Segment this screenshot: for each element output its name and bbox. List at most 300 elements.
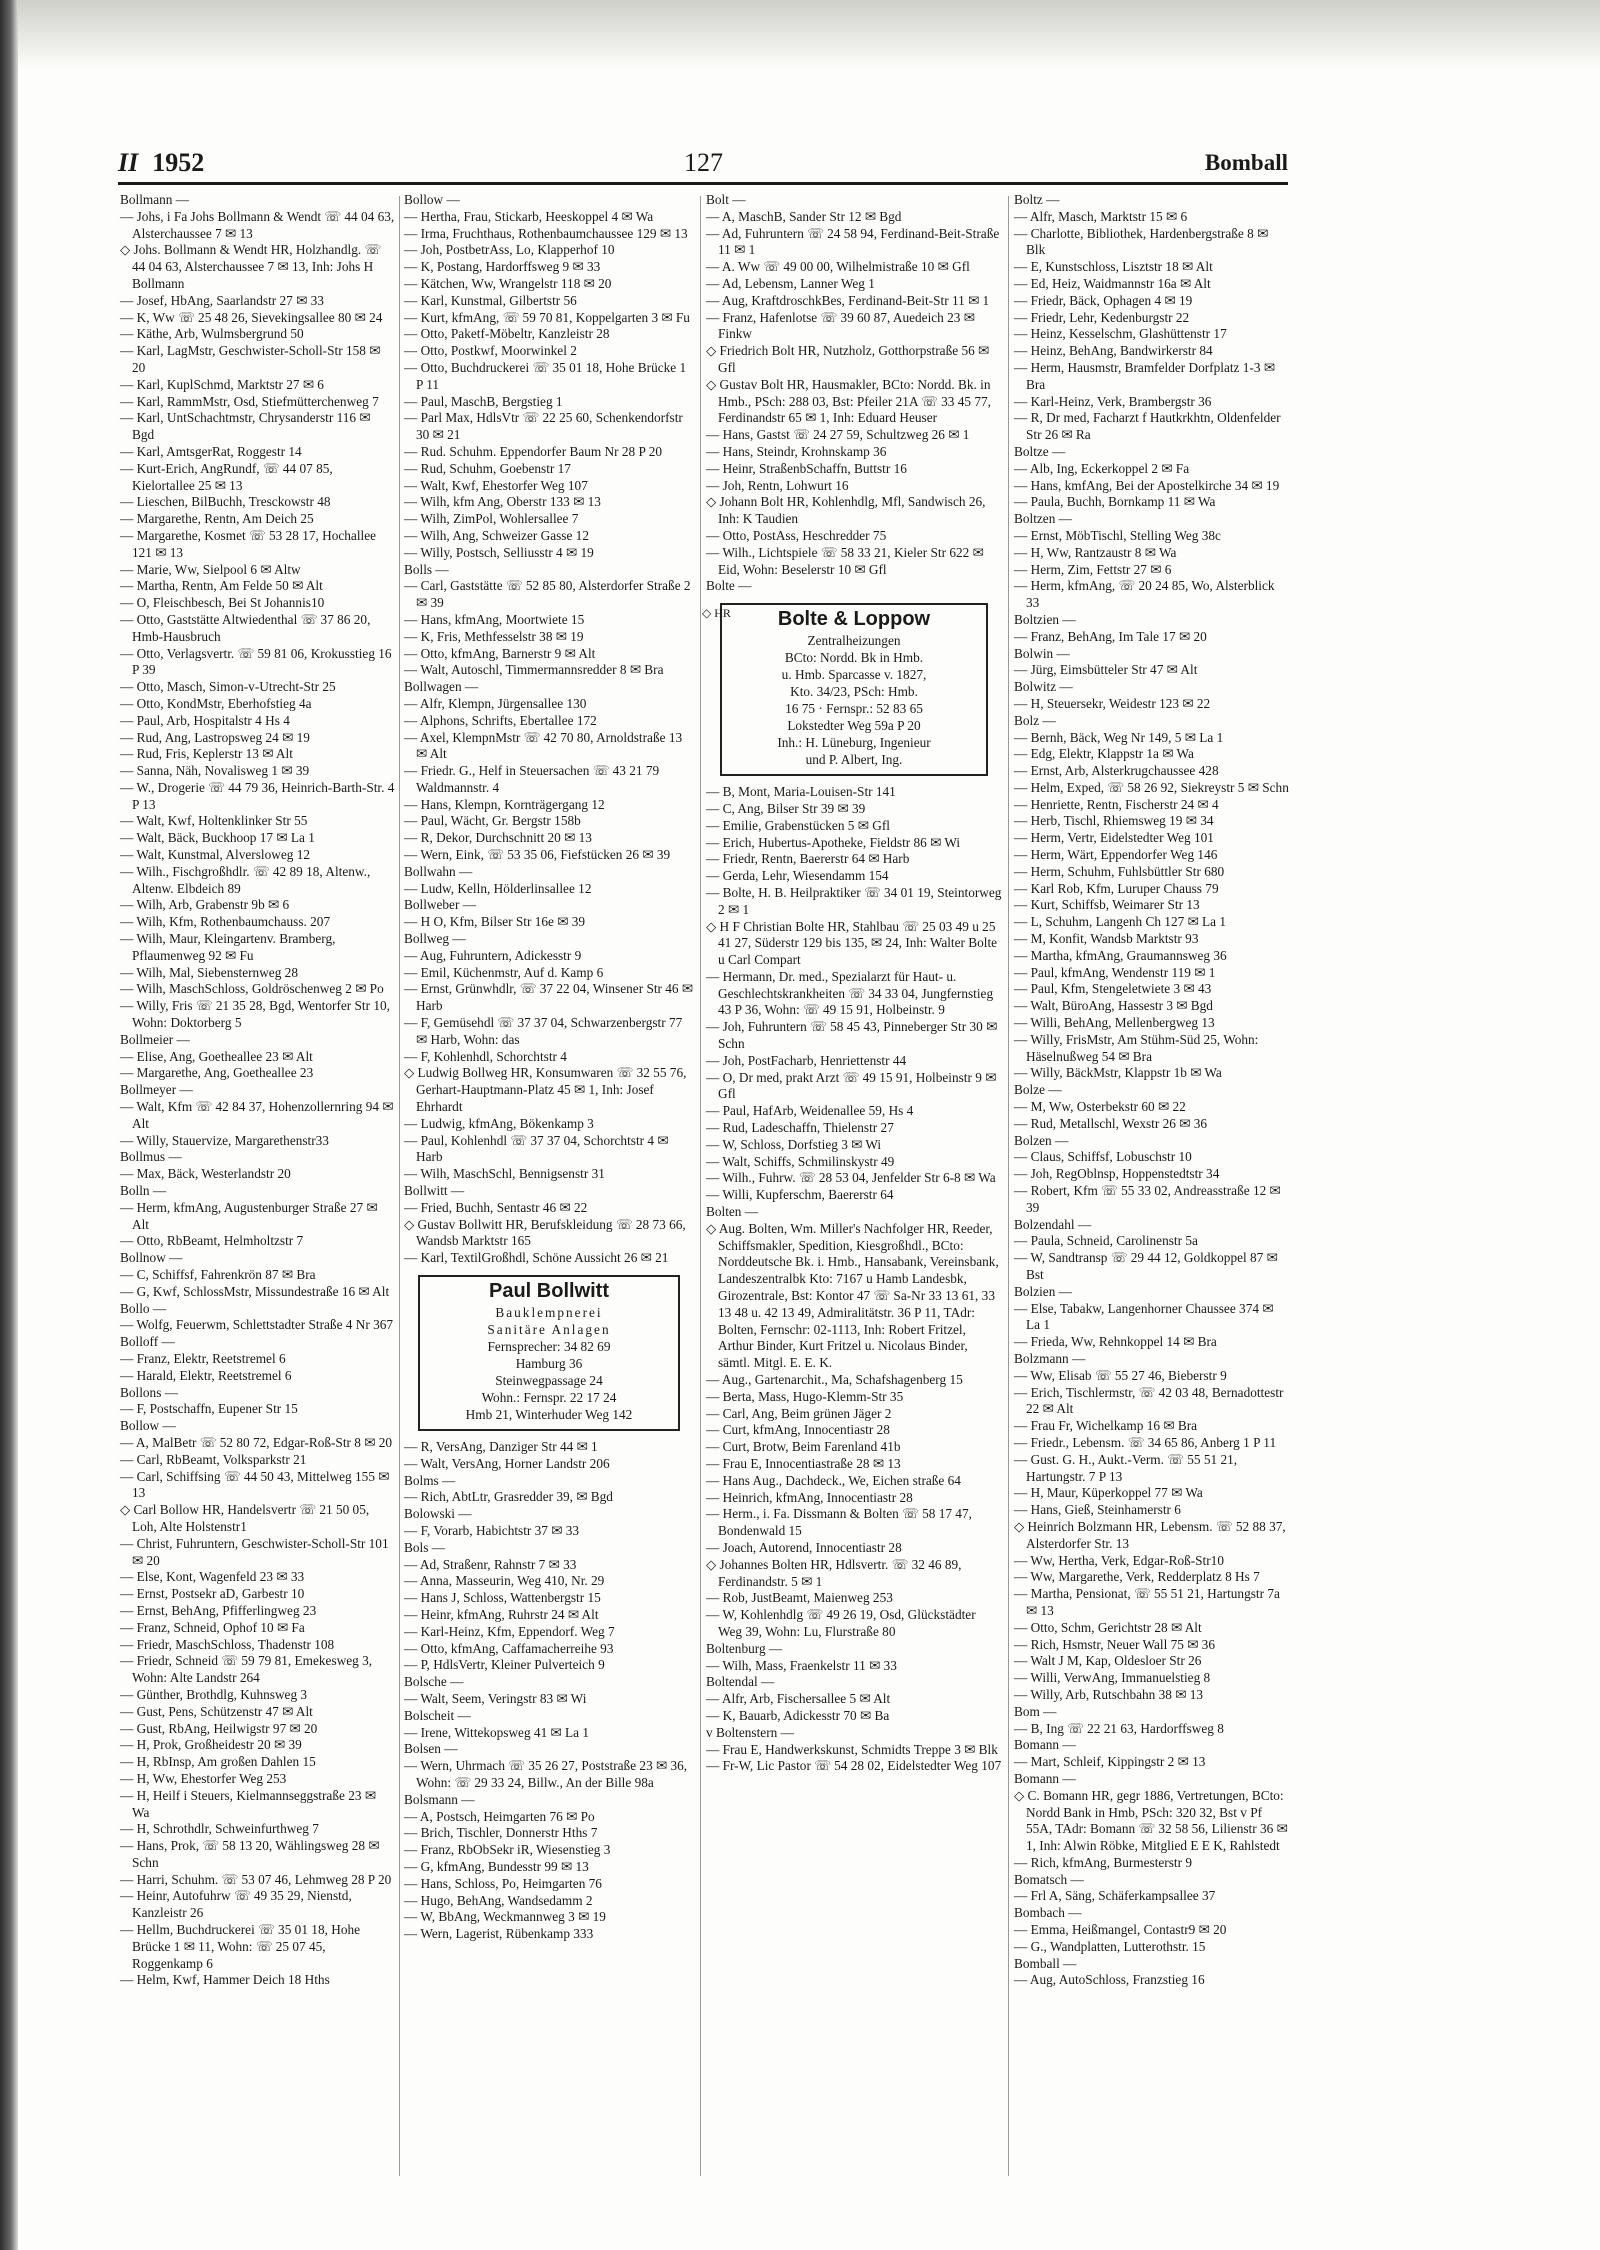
directory-entry: — Paula, Buchh, Bornkamp 11 ✉ Wa: [1014, 494, 1216, 510]
directory-entry: — B, Ing ☏ 22 21 63, Hardorffsweg 8: [1014, 1720, 1224, 1736]
directory-entry: — R, Dekor, Durchschnitt 20 ✉ 13: [404, 830, 592, 846]
surname-heading: Bollons —: [120, 1384, 178, 1400]
surname-heading: Bolsmann —: [404, 1791, 475, 1807]
directory-entry: — L, Schuhm, Langenh Ch 127 ✉ La 1: [1014, 914, 1227, 930]
directory-entry: — Fr-W, Lic Pastor ☏ 54 28 02, Eidelstedter Weg 107: [706, 1758, 1002, 1774]
directory-entry: — A. Ww ☏ 49 00 00, Wilhelmistraße 10 ✉ Gfl: [706, 259, 970, 275]
directory-entry: — H, Maur, Küperkoppel 77 ✉ Wa: [1014, 1485, 1203, 1501]
running-head: Bomball: [1204, 150, 1288, 175]
directory-entry: — Hans, Gastst ☏ 24 27 59, Schultzweg 26 ✉ 1: [706, 427, 970, 443]
directory-entry: — G, kfmAng, Bundesstr 99 ✉ 13: [404, 1858, 589, 1874]
directory-entry: — A, Postsch, Heimgarten 76 ✉ Po: [404, 1808, 595, 1824]
directory-entry: — Hellm, Buchdruckerei ☏ 35 01 18, Hohe Brücke 1 ✉ 11, Wohn: ☏ 25 07 45, Roggenkamp 6: [120, 1922, 361, 1971]
directory-entry: — F, Vorarb, Habichtstr 37 ✉ 33: [404, 1522, 580, 1538]
surname-heading: Bombach —: [1014, 1905, 1082, 1921]
advert-line: BCto: Nordd. Bk in Hmb.: [784, 650, 924, 666]
surname-heading: Bollwahn —: [404, 863, 473, 879]
directory-column-3: [702, 192, 1002, 2182]
directory-entry: — Wilh., Fuhrw. ☏ 28 53 04, Jenfelder Str 6-8 ✉ Wa: [706, 1170, 996, 1186]
directory-entry: — Rud, Fris, Keplerstr 13 ✉ Alt: [120, 746, 293, 762]
page-top-shadow: [18, 0, 1600, 70]
directory-entry: — Karl, Kunstmal, Gilbertstr 56: [404, 292, 577, 308]
directory-entry: — O, Fleischbesch, Bei St Johannis10: [120, 595, 325, 611]
directory-entry: — Helm, Kwf, Hammer Deich 18 Hths: [120, 1972, 330, 1988]
directory-entry: — Alfr, Arb, Fischersallee 5 ✉ Alt: [706, 1691, 891, 1707]
directory-entry: — Paul, Arb, Hospitalstr 4 Hs 4: [120, 712, 290, 728]
advert-line: Wohn.: Fernspr. 22 17 24: [481, 1390, 617, 1405]
directory-entry: — Joh, Fuhruntern ☏ 58 45 43, Pinneberger Str 30 ✉ Schn: [706, 1019, 998, 1052]
advert-line: u. Hmb. Sparcasse v. 1827,: [781, 667, 927, 683]
directory-entry: — Joh, RegOblnsp, Hoppenstedtstr 34: [1014, 1166, 1220, 1182]
directory-entry: — W, BbAng, Weckmannweg 3 ✉ 19: [404, 1909, 606, 1925]
directory-entry: — Joh, PostbetrAss, Lo, Klapperhof 10: [404, 242, 615, 258]
directory-entry: — H, Steuersekr, Weidestr 123 ✉ 22: [1014, 695, 1211, 711]
directory-entry: — Ernst, Postsekr aD, Garbestr 10: [120, 1586, 305, 1602]
directory-entry: — Rud, Metallschl, Wexstr 26 ✉ 36: [1014, 1115, 1208, 1131]
directory-entry: — Frau E, Innocentiastraße 28 ✉ 13: [706, 1456, 901, 1471]
directory-entry: — Margarethe, Rentn, Am Deich 25: [120, 511, 314, 527]
surname-heading: Bolzmann —: [1014, 1350, 1086, 1366]
directory-entry: — Aug, KraftdroschkBes, Ferdinand-Beit-Str 11 ✉ 1: [706, 292, 990, 308]
directory-entry: — Karl, LagMstr, Geschwister-Scholl-Str 158 ✉ 20: [120, 343, 381, 375]
directory-entry: — Karl, AmtsgerRat, Roggestr 14: [120, 443, 302, 459]
directory-entry: — Berta, Mass, Hugo-Klemm-Str 35: [706, 1388, 904, 1404]
directory-entry: — Herm, Vertr, Eidelstedter Weg 101: [1014, 830, 1214, 846]
directory-entry: — Hans, Steindr, Krohnskamp 36: [706, 443, 887, 459]
directory-entry: — Franz, Elektr, Reetstremel 6: [120, 1350, 286, 1366]
advert-line: und P. Albert, Ing.: [805, 752, 903, 768]
directory-entry: — Edg, Elektr, Klappstr 1a ✉ Wa: [1014, 746, 1194, 762]
surname-heading: Bols —: [404, 1539, 446, 1555]
directory-entry: ◇ C. Bomann HR, gegr 1886, Vertretungen, BCto: Nordd Bank in Hmb, PSch: 320 32, Bst v Pf 55A, TAdr: Bomann ☏ 32 58 56, Lilienstr 36 ✉ 1, Inh: Alwin Röbke, Mitglied E E K, Rahlstedt: [1014, 1787, 1288, 1854]
directory-entry: — Paul, Wächt, Gr. Bergstr 158b: [404, 813, 581, 829]
directory-entry: — Herm, Hausmstr, Bramfelder Dorfplatz 1-3 ✉ Bra: [1014, 359, 1275, 392]
surname-heading: v Boltenstern —: [706, 1724, 794, 1740]
directory-entry: — Hugo, BehAng, Wandsedamm 2: [404, 1892, 593, 1908]
advert-line: Zentralheizungen: [807, 633, 901, 649]
surname-heading: Bolloff —: [120, 1334, 175, 1350]
directory-entry: — H, Ww, Rantzaustr 8 ✉ Wa: [1014, 544, 1177, 560]
directory-entry: — Ernst, MöbTischl, Stelling Weg 38c: [1014, 527, 1221, 543]
directory-entry: — Rud, Ang, Lastropsweg 24 ✉ 19: [120, 729, 310, 745]
advert-line: Hamburg 36: [515, 1356, 583, 1371]
directory-entry: — Bolte, H. B. Heilpraktiker ☏ 34 01 19, Steintorweg 2 ✉ 1: [706, 884, 1002, 917]
directory-entry: — Walt, Kwf, Ehestorfer Weg 107: [404, 477, 588, 493]
directory-entry: — H, Schrothdlr, Schweinfurthweg 7: [120, 1821, 319, 1837]
surname-heading: Bolte —: [706, 578, 752, 594]
directory-entry: — Otto, RbBeamt, Helmholtzstr 7: [120, 1233, 304, 1249]
directory-entry: — Hans, Klempn, Kornträgergang 12: [404, 796, 605, 812]
directory-entry: — Kätchen, Ww, Wrangelstr 118 ✉ 20: [404, 275, 612, 291]
header-rule: [118, 182, 1288, 185]
directory-entry: — Carl, Schiffsing ☏ 44 50 43, Mittelweg 155 ✉ 13: [120, 1468, 390, 1501]
surname-heading: Bolms —: [404, 1472, 456, 1488]
directory-entry: — Mart, Schleif, Kippingstr 2 ✉ 13: [1014, 1754, 1206, 1770]
directory-entry: — Henriette, Rentn, Fischerstr 24 ✉ 4: [1014, 796, 1219, 812]
directory-entry: — Johs, i Fa Johs Bollmann & Wendt ☏ 44 04 63, Alsterchaussee 7 ✉ 13: [120, 208, 395, 241]
directory-entry: ◇ Ludwig Bollweg HR, Konsumwaren ☏ 32 55 76, Gerhart-Hauptmann-Platz 45 ✉ 1, Inh: Josef Ehrhardt: [404, 1065, 687, 1115]
directory-entry: — Herm, kfmAng, Augustenburger Straße 27 ✉ Alt: [120, 1199, 378, 1232]
directory-entry: — Ernst, Grünwhdlr, ☏ 37 22 04, Winsener Str 46 ✉ Harb: [404, 981, 694, 1014]
directory-entry: — W, Schloss, Dorfstieg 3 ✉ Wi: [706, 1136, 882, 1152]
directory-entry: — Walt, Kfm ☏ 42 84 37, Hohenzollernring 94 ✉ Alt: [120, 1099, 394, 1131]
directory-entry: — Käthe, Arb, Wulmsbergrund 50: [120, 326, 304, 342]
directory-entry: — Walt, Bäck, Buckhoop 17 ✉ La 1: [120, 830, 315, 846]
directory-entry: — Ww, Hertha, Verk, Edgar-Roß-Str10: [1014, 1552, 1224, 1568]
surname-heading: Bomann —: [1014, 1737, 1076, 1753]
directory-entry: — Jürg, Eimsbütteler Str 47 ✉ Alt: [1014, 662, 1198, 678]
directory-entry: — Franz, Hafenlotse ☏ 39 60 87, Auedeich 23 ✉ Finkw: [706, 309, 975, 342]
directory-entry: — Franz, RbObSekr iR, Wiesenstieg 3: [404, 1842, 611, 1858]
surname-heading: Bolln —: [120, 1183, 167, 1199]
surname-heading: Bollweber —: [404, 897, 477, 913]
directory-entry: — Walt, Schiffs, Schmilinskystr 49: [706, 1153, 895, 1169]
directory-entry: — Friedr. G., Helf in Steuersachen ☏ 43 21 79 Waldmannstr. 4: [404, 763, 660, 795]
directory-entry: — Willy, Arb, Rutschbahn 38 ✉ 13: [1014, 1686, 1203, 1702]
directory-entry: ◇ Johannes Bolten HR, Hdlsvertr. ☏ 32 46 89, Ferdinandstr. 5 ✉ 1: [706, 1556, 962, 1589]
column-divider: [1008, 196, 1009, 2176]
surname-heading: Bolzendahl —: [1014, 1216, 1092, 1232]
directory-entry: — Ernst, Arb, Alsterkrugchaussee 428: [1014, 763, 1219, 779]
directory-entry: ◇ H F Christian Bolte HR, Stahlbau ☏ 25 03 49 u 25 41 27, Süderstr 129 bis 135, ✉ 24, Inh: Walter Bolte u Carl Compart: [706, 918, 998, 968]
directory-entry: — Hans Aug., Dachdeck., We, Eichen straße 64: [706, 1472, 961, 1488]
directory-entry: — Paul, Kohlenhdl ☏ 37 37 04, Schorchtstr 4 ✉ Harb: [404, 1132, 669, 1165]
directory-entry: — Aug, Fuhruntern, Adickesstr 9: [404, 947, 582, 963]
advert-bollwitt: [418, 1275, 680, 1431]
surname-heading: Bolzen —: [1014, 1132, 1069, 1148]
directory-entry: — Karl, TextilGroßhdl, Schöne Aussicht 26 ✉ 21: [404, 1250, 669, 1266]
directory-entry: — Frieda, Ww, Rehnkoppel 14 ✉ Bra: [1014, 1334, 1217, 1350]
directory-entry: — Rob, JustBeamt, Maienweg 253: [706, 1590, 893, 1606]
directory-entry: — Ww, Margarethe, Verk, Redderplatz 8 Hs 7: [1014, 1569, 1260, 1585]
directory-entry: — H, Prok, Großheidestr 20 ✉ 39: [120, 1737, 302, 1753]
directory-entry: — F, Postschaffn, Eupener Str 15: [120, 1401, 298, 1417]
directory-entry: — Rich, Hsmstr, Neuer Wall 75 ✉ 36: [1014, 1636, 1215, 1652]
directory-entry: — Wilh, Kfm, Rothenbaumchauss. 207: [120, 914, 331, 930]
directory-column-1: [120, 192, 395, 2182]
surname-heading: Bolwin —: [1014, 645, 1070, 661]
directory-entry: — Robert, Kfm ☏ 55 33 02, Andreasstraße 12 ✉ 39: [1014, 1183, 1281, 1215]
directory-entry: — Karl Rob, Kfm, Luruper Chauss 79: [1014, 880, 1219, 896]
surname-heading: Bolze —: [1014, 1082, 1062, 1098]
directory-entry: — Walt, Kunstmal, Alversloweg 12: [120, 847, 310, 863]
directory-entry: — H, Heilf i Steuers, Kielmannseggstraße 23 ✉ Wa: [120, 1787, 376, 1820]
directory-entry: — Otto, Buchdruckerei ☏ 35 01 18, Hohe Brücke 1 P 11: [404, 359, 687, 392]
directory-entry: — Bernh, Bäck, Weg Nr 149, 5 ✉ La 1: [1014, 729, 1224, 745]
directory-entry: — Martha, Rentn, Am Felde 50 ✉ Alt: [120, 578, 323, 594]
surname-heading: Bollo —: [120, 1300, 167, 1316]
directory-entry: — Frau Fr, Wichelkamp 16 ✉ Bra: [1014, 1418, 1198, 1434]
directory-entry: — Karl, RammMstr, Osd, Stiefmütterchenweg 7: [120, 393, 379, 409]
directory-entry: — Hans, kfmAng, Moortwiete 15: [404, 611, 585, 627]
directory-entry: — K, Ww ☏ 25 48 26, Sievekingsallee 80 ✉ 24: [120, 309, 383, 325]
directory-entry: — Erich, Tischlermstr, ☏ 42 03 48, Bernadottestr 22 ✉ Alt: [1014, 1384, 1284, 1417]
surname-heading: Boltendal —: [706, 1674, 775, 1690]
directory-entry: — R, VersAng, Danziger Str 44 ✉ 1: [404, 1439, 598, 1454]
directory-entry: — Friedr., Lebensm. ☏ 34 65 86, Anberg 1 P 11: [1014, 1434, 1277, 1450]
page-binding-edge: [0, 0, 18, 2250]
advert-line: Bauklempnerei: [495, 1305, 603, 1320]
directory-entry: — Herm, kfmAng, ☏ 20 24 85, Wo, Alsterblick 33: [1014, 578, 1275, 611]
advert-line: 16 75 · Fernspr.: 52 83 65: [785, 701, 923, 717]
directory-entry: — Friedr, Rentn, Baererstr 64 ✉ Harb: [706, 851, 910, 867]
advert-line: Hmb 21, Winterhuder Weg 142: [465, 1407, 633, 1422]
page-number: 127: [684, 148, 723, 177]
directory-entry: — Else, Tabakw, Langenhorner Chaussee 374 ✉ La 1: [1014, 1300, 1274, 1333]
directory-entry: — Otto, Masch, Simon-v-Utrecht-Str 25: [120, 679, 336, 695]
directory-entry: — Walt, BüroAng, Hassestr 3 ✉ Bgd: [1014, 998, 1213, 1014]
surname-heading: Bollnow —: [120, 1250, 183, 1266]
surname-heading: Bollmann —: [120, 192, 190, 207]
surname-heading: Bolz —: [1014, 712, 1056, 728]
directory-entry: — Rud. Schuhm. Eppendorfer Baum Nr 28 P 20: [404, 443, 663, 459]
directory-entry: — W, Sandtransp ☏ 29 44 12, Goldkoppel 87 ✉ Bst: [1014, 1250, 1278, 1282]
directory-entry: — Heinr, Autofuhrw ☏ 49 35 29, Nienstd, Kanzleistr 26: [120, 1888, 352, 1921]
surname-heading: Bolwitz —: [1014, 679, 1073, 695]
surname-heading: Boltzien —: [1014, 611, 1076, 627]
directory-entry: — Walt J M, Kap, Oldesloer Str 26: [1014, 1653, 1202, 1669]
directory-entry: — Ed, Heiz, Waidmannstr 16a ✉ Alt: [1014, 275, 1211, 291]
directory-entry: — Charlotte, Bibliothek, Hardenbergstraße 8 ✉ Blk: [1014, 225, 1269, 258]
surname-heading: Bollwitt —: [404, 1183, 465, 1199]
directory-entry: — Martha, kfmAng, Graumannsweg 36: [1014, 947, 1227, 963]
directory-entry: — Ad, Lebensm, Lanner Weg 1: [706, 275, 875, 291]
directory-entry: — Walt, Kwf, Holtenklinker Str 55: [120, 813, 308, 829]
directory-entry: — Parl Max, HdlsVtr ☏ 22 25 60, Schenkendorfstr 30 ✉ 21: [404, 410, 683, 443]
advert-title: Bolte & Loppow: [777, 608, 931, 631]
directory-entry: — Heinr, StraßenbSchaffn, Buttstr 16: [706, 460, 907, 476]
directory-entry: — Wern, Lagerist, Rübenkamp 333: [404, 1926, 594, 1942]
surname-heading: Bolt —: [706, 192, 746, 207]
directory-entry: — Curt, Brotw, Beim Farenland 41b: [706, 1439, 901, 1455]
directory-entry: — A, MaschB, Sander Str 12 ✉ Bgd: [706, 208, 902, 224]
surname-heading: Boltze —: [1014, 443, 1066, 459]
directory-entry: — B, Mont, Maria-Louisen-Str 141: [706, 784, 896, 800]
directory-entry: — Sanna, Näh, Novalisweg 1 ✉ 39: [120, 763, 310, 779]
advert-bolte-wrap: [702, 603, 1002, 776]
directory-entry: — Wilh, Maur, Kleingartenv. Bramberg, Pflaumenweg 92 ✉ Fu: [120, 931, 336, 963]
surname-heading: Bolowski —: [404, 1506, 472, 1522]
directory-entry: — H, Ww, Ehestorfer Weg 253: [120, 1770, 287, 1786]
surname-heading: Bollweg —: [404, 931, 466, 947]
directory-entry: — Kurt-Erich, AngRundf, ☏ 44 07 85, Kielortallee 25 ✉ 13: [120, 460, 333, 493]
directory-entry: — Willi, Kupferschm, Baererstr 64: [706, 1187, 894, 1203]
directory-entry: — Willi, VerwAng, Immanuelstieg 8: [1014, 1670, 1211, 1686]
directory-entry: — Wilh, kfm Ang, Oberstr 133 ✉ 13: [404, 494, 601, 510]
directory-entry: — Martha, Pensionat, ☏ 55 51 21, Hartungstr 7a ✉ 13: [1014, 1586, 1280, 1618]
directory-entry: — Karl, KuplSchmd, Marktstr 27 ✉ 6: [120, 376, 324, 392]
directory-entry: — Anna, Masseurin, Weg 410, Nr. 29: [404, 1573, 605, 1589]
directory-entry: — Wilh, MaschSchl, Bennigsenstr 31: [404, 1166, 605, 1182]
surname-heading: Bolsen —: [404, 1741, 458, 1757]
directory-entry: — Wilh, Mal, Siebensternweg 28: [120, 964, 298, 980]
directory-entry: — G., Wandplatten, Lutterothstr. 15: [1014, 1938, 1206, 1954]
directory-entry: — Ernst, BehAng, Pfifferlingweg 23: [120, 1602, 317, 1618]
page-header: [118, 148, 1288, 182]
directory-entry: — Paula, Schneid, Carolinenstr 5a: [1014, 1233, 1198, 1249]
directory-entry: — Ludwig, kfmAng, Bökenkamp 3: [404, 1115, 594, 1131]
directory-entry: — E, Kunstschloss, Lisztstr 18 ✉ Alt: [1014, 259, 1213, 275]
surname-heading: Bollmeyer —: [120, 1082, 193, 1098]
directory-entry: — Frau E, Handwerkskunst, Schmidts Treppe 3 ✉ Blk: [706, 1741, 998, 1757]
column-2-entries: [404, 192, 694, 1267]
advert-title: Paul Bollwitt: [489, 1280, 609, 1302]
directory-entry: — H O, Kfm, Bilser Str 16e ✉ 39: [404, 914, 586, 930]
directory-entry: — Wilh., Lichtspiele ☏ 58 33 21, Kieler Str 622 ✉ Eid, Wohn: Beselerstr 10 ✉ Gfl: [706, 544, 984, 577]
directory-entry: — Margarethe, Kosmet ☏ 53 28 17, Hochallee 121 ✉ 13: [120, 527, 377, 560]
directory-entry: — Hans, Prok, ☏ 58 13 20, Wählingsweg 28 ✉ Schn: [120, 1838, 380, 1870]
directory-entry: — Hans, kmfAng, Bei der Apostelkirche 34 ✉ 19: [1014, 477, 1280, 493]
directory-entry: — Else, Kont, Wagenfeld 23 ✉ 33: [120, 1569, 305, 1585]
directory-entry: — Karl-Heinz, Verk, Brambergstr 36: [1014, 393, 1212, 409]
directory-entry: — Franz, Schneid, Ophof 10 ✉ Fa: [120, 1619, 305, 1635]
advert-line: Kto. 34/23, PSch: Hmb.: [790, 684, 918, 700]
directory-entry: — Otto, Gaststätte Altwiedenthal ☏ 37 86 20, Hmb-Hausbruch: [120, 611, 371, 644]
directory-entry: — Ad, Fuhruntern ☏ 24 58 94, Ferdinand-Beit-Straße 11 ✉ 1: [706, 225, 1000, 258]
directory-entry: — Willy, BäckMstr, Klappstr 1b ✉ Wa: [1014, 1065, 1222, 1081]
directory-entry: — Heinrich, kfmAng, Innocentiastr 28: [706, 1489, 913, 1505]
directory-entry: — Heinz, BehAng, Bandwirkerstr 84: [1014, 343, 1213, 359]
directory-entry: — K, Fris, Methfesselstr 38 ✉ 19: [404, 628, 584, 644]
directory-entry: — Aug., Gartenarchit., Ma, Schafshagenberg 15: [706, 1372, 963, 1388]
directory-entry: — P, HdlsVertr, Kleiner Pulverteich 9: [404, 1657, 605, 1673]
directory-entry: — K, Postang, Hardorffsweg 9 ✉ 33: [404, 259, 601, 275]
column-2-entries-continued: [404, 1439, 694, 1943]
directory-entry: — Claus, Schiffsf, Lobuschstr 10: [1014, 1149, 1192, 1165]
directory-entry: — Gust, RbAng, Heilwigstr 97 ✉ 20: [120, 1720, 318, 1736]
column-3-entries: [706, 192, 1002, 595]
directory-entry: — Emil, Küchenmstr, Auf d. Kamp 6: [404, 964, 604, 980]
directory-entry: — F, Kohlenhdl, Schorchtstr 4: [404, 1048, 567, 1064]
directory-entry: — Otto, Verlagsvertr. ☏ 59 81 06, Krokusstieg 16 P 39: [120, 645, 392, 678]
directory-entry: — Kurt, Schiffsb, Weimarer Str 13: [1014, 897, 1200, 913]
directory-entry: — Friedr, Bäck, Ophagen 4 ✉ 19: [1014, 292, 1193, 308]
directory-entry: ◇ Johs. Bollmann & Wendt HR, Holzhandlg. ☏ 44 04 63, Alsterchaussee 7 ✉ 13, Inh: Johs H Bollmann: [120, 242, 382, 291]
directory-entry: — Friedr, MaschSchloss, Thadenstr 108: [120, 1636, 335, 1652]
directory-entry: — A, MalBetr ☏ 52 80 72, Edgar-Roß-Str 8 ✉ 20: [120, 1434, 392, 1450]
directory-entry: — Carl, Gaststätte ☏ 52 85 80, Alsterdorfer Straße 2 ✉ 39: [404, 578, 691, 611]
directory-entry: — Günther, Brothdlg, Kuhnsweg 3: [120, 1686, 308, 1702]
surname-heading: Bom —: [1014, 1703, 1057, 1719]
directory-entry: — Friedr, Schneid ☏ 59 79 81, Emekesweg 3, Wohn: Alte Landstr 264: [120, 1653, 373, 1686]
directory-entry: — Hertha, Frau, Stickarb, Heeskoppel 4 ✉ Wa: [404, 208, 654, 224]
directory-entry: — Rud, Schuhm, Goebenstr 17: [404, 460, 571, 476]
directory-entry: — Karl, UntSchachtmstr, Chrysanderstr 116 ✉ Bgd: [120, 410, 371, 443]
surname-heading: Boltzen —: [1014, 511, 1072, 527]
directory-entry: — Wilh, Mass, Fraenkelstr 11 ✉ 33: [706, 1657, 897, 1673]
directory-entry: — Emma, Heißmangel, Contastr9 ✉ 20: [1014, 1922, 1227, 1938]
directory-entry: — Paul, HafArb, Weidenallee 59, Hs 4: [706, 1103, 914, 1119]
directory-entry: — Wern, Eink, ☏ 53 35 06, Fiefstücken 26 ✉ 39: [404, 847, 671, 863]
directory-entry: — Max, Bäck, Westerlandstr 20: [120, 1166, 291, 1182]
directory-entry: ◇ Heinrich Bolzmann HR, Lebensm. ☏ 52 88 37, Alsterdorfer Str. 13: [1014, 1518, 1286, 1551]
directory-entry: — F, Gemüsehdl ☏ 37 37 04, Schwarzenbergstr 77 ✉ Harb, Wohn: das: [404, 1015, 683, 1047]
directory-entry: — Rud, Ladeschaffn, Thielenstr 27: [706, 1120, 894, 1136]
directory-column-2: [404, 192, 694, 2182]
directory-entry: — Wilh, MaschSchloss, Goldröschenweg 2 ✉ Po: [120, 981, 384, 997]
directory-entry: — Otto, Postkwf, Moorwinkel 2: [404, 343, 577, 359]
surname-heading: Bomatsch —: [1014, 1871, 1084, 1887]
directory-entry: — M, Ww, Osterbekstr 60 ✉ 22: [1014, 1099, 1186, 1115]
directory-entry: — Herm, Schuhm, Fuhlsbüttler Str 680: [1014, 863, 1225, 879]
directory-entry: — Elise, Ang, Goetheallee 23 ✉ Alt: [120, 1048, 313, 1064]
directory-entry: — Wern, Uhrmach ☏ 35 26 27, Poststraße 23 ✉ 36, Wohn: ☏ 29 33 24, Billw., An der Bille 98a: [404, 1758, 688, 1790]
advert-line: Lokstedter Weg 59a P 20: [787, 718, 921, 734]
surname-heading: Bollow —: [404, 192, 460, 207]
directory-entry: — Walt, Autoschl, Timmermannsredder 8 ✉ Bra: [404, 662, 664, 678]
directory-entry: — Erich, Hubertus-Apotheke, Fieldstr 86 ✉ Wi: [706, 834, 961, 850]
directory-entry: — Marie, Ww, Sielpool 6 ✉ Altw: [120, 561, 301, 577]
directory-entry: — C, Schiffsf, Fahrenkrön 87 ✉ Bra: [120, 1267, 316, 1282]
directory-entry: — Herm., i. Fa. Dissmann & Bolten ☏ 58 17 47, Bondenwald 15: [706, 1506, 972, 1539]
directory-entry: ◇ Aug. Bolten, Wm. Miller's Nachfolger HR, Reeder, Schiffsmakler, Spedition, Kiesgroßhdl., BCto: Norddeutsche Bk. i. Hmb., Hansabank, Vereinsbank, Landeszentralbk Kto: 7167 u Hamb Landesbk, Girozentrale, Bst: Kontor 47 ☏ Sa-Nr 33 13 61, 33 13 48 u. 42 13 49, Admiralitätstr. 36 P 11, TAdr: Bolten, Fernschr: 02-1113, Inh: Robert Fritzel, Arthur Binder, Kurt Fritzel u. Nicolaus Binder, sämtl. Mitgl. E. E. K.: [706, 1220, 999, 1371]
surname-heading: Bollwagen —: [404, 679, 479, 695]
directory-entry: — Ad, Straßenr, Rahnstr 7 ✉ 33: [404, 1556, 577, 1572]
directory-entry: — C, Ang, Bilser Str 39 ✉ 39: [706, 800, 866, 816]
directory-entry: ◇ Friedrich Bolt HR, Nutzholz, Gotthorpstraße 56 ✉ Gfl: [706, 343, 990, 375]
surname-heading: Bomball —: [1014, 1955, 1077, 1971]
directory-entry: — Josef, HbAng, Saarlandstr 27 ✉ 33: [120, 292, 324, 308]
directory-entry: — Hans, Gieß, Steinhamerstr 6: [1014, 1502, 1181, 1518]
directory-entry: — Fried, Buchh, Sentastr 46 ✉ 22: [404, 1199, 588, 1215]
directory-entry: — Friedr, Lehr, Kedenburgstr 22: [1014, 309, 1190, 325]
directory-column-4: [1014, 192, 1290, 2182]
directory-entry: — Joach, Autorend, Innocentiastr 28: [706, 1539, 902, 1555]
header-year: [118, 148, 204, 178]
column-divider: [700, 196, 701, 2176]
directory-entry: — Gust, Pens, Schützenstr 47 ✉ Alt: [120, 1703, 313, 1719]
directory-entry: — Alb, Ing, Eckerkoppel 2 ✉ Fa: [1014, 460, 1190, 476]
directory-entry: — Hermann, Dr. med., Spezialarzt für Haut- u. Geschlechtskrankheiten ☏ 34 33 04, Jungfernstieg 43 P 36, Wohn: ☏ 49 15 91, Holbeinstr. 9: [706, 968, 994, 1018]
directory-entry: — Rich, AbtLtr, Grasredder 39, ✉ Bgd: [404, 1489, 613, 1505]
directory-entry: — Kurt, kfmAng, ☏ 59 70 81, Koppelgarten 3 ✉ Fu: [404, 309, 690, 325]
directory-entry: — Paul, MaschB, Bergstieg 1: [404, 393, 563, 409]
directory-entry: — Gust. G. H., Aukt.-Verm. ☏ 55 51 21, Hartungstr. 7 P 13: [1014, 1451, 1238, 1484]
directory-entry: ◇ Gustav Bolt HR, Hausmakler, BCto: Nordd. Bk. in Hmb., PSch: 288 03, Bst: Pfeiler 21A ☏ 33 45 77, Ferdinandstr 65 ✉ 1, Inh: Eduard Heuser: [706, 376, 991, 426]
directory-entry: — Willy, Fris ☏ 21 35 28, Bgd, Wentorfer Str 10, Wohn: Doktorberg 5: [120, 998, 390, 1031]
surname-heading: Bolzien —: [1014, 1283, 1072, 1299]
header-roman: II: [118, 148, 139, 177]
surname-heading: Bollmus —: [120, 1149, 182, 1165]
directory-entry: — Otto, kfmAng, Caffamacherreihe 93: [404, 1640, 614, 1656]
advert-marker: ◇ HR: [702, 606, 731, 621]
directory-entry: — M, Konfit, Wandsb Marktstr 93: [1014, 931, 1199, 947]
advert-line: Sanitäre Anlagen: [487, 1322, 611, 1337]
directory-entry: — Rich, kfmAng, Burmesterstr 9: [1014, 1854, 1193, 1870]
directory-entry: — Lieschen, BilBuchh, Tresckowstr 48: [120, 494, 331, 510]
directory-entry: — Harald, Elektr, Reetstremel 6: [120, 1367, 292, 1383]
directory-entry: — Heinz, Kesselschm, Glashüttenstr 17: [1014, 326, 1227, 342]
directory-entry: — W, Kohlenhdlg ☏ 49 26 19, Osd, Glückstädter Weg 39, Wohn: Lu, Flurstraße 80: [706, 1607, 976, 1639]
directory-entry: — Herm, Zim, Fettstr 27 ✉ 6: [1014, 561, 1172, 577]
directory-entry: — Alfr, Klempn, Jürgensallee 130: [404, 695, 587, 711]
directory-entry: — Hans J, Schloss, Wattenbergstr 15: [404, 1590, 601, 1606]
directory-entry: — Herm, Wärt, Eppendorfer Weg 146: [1014, 847, 1218, 863]
advert-line: Steinwegpassage 24: [495, 1373, 603, 1388]
directory-entry: — W., Drogerie ☏ 44 79 36, Heinrich-Barth-Str. 4 P 13: [120, 779, 395, 812]
directory-entry: — Frl A, Säng, Schäferkampsallee 37: [1014, 1888, 1216, 1904]
directory-entry: — Willy, FrisMstr, Am Stühm-Süd 25, Wohn: Häselnußweg 54 ✉ Bra: [1014, 1031, 1259, 1064]
directory-entry: — Axel, KlempnMstr ☏ 42 70 80, Arnoldstraße 13 ✉ Alt: [404, 729, 683, 762]
directory-entry: — R, Dr med, Facharzt f Hautkrkhtn, Oldenfelder Str 26 ✉ Ra: [1014, 410, 1281, 443]
directory-entry: — Wilh, Arb, Grabenstr 9b ✉ 6: [120, 897, 290, 913]
directory-entry: — Franz, BehAng, Im Tale 17 ✉ 20: [1014, 628, 1207, 644]
directory-entry: — Wolfg, Feuerwm, Schlettstadter Straße 4 Nr 367: [120, 1317, 394, 1333]
directory-entry: — Otto, Schm, Gerichtstr 28 ✉ Alt: [1014, 1619, 1202, 1635]
directory-entry: — Carl, Ang, Beim grünen Jäger 2: [706, 1405, 892, 1421]
directory-entry: ◇ Carl Bollow HR, Handelsvertr ☏ 21 50 05, Loh, Alte Holstenstr1: [120, 1502, 370, 1534]
directory-entry: — Joh, Rentn, Lohwurt 16: [706, 477, 849, 493]
